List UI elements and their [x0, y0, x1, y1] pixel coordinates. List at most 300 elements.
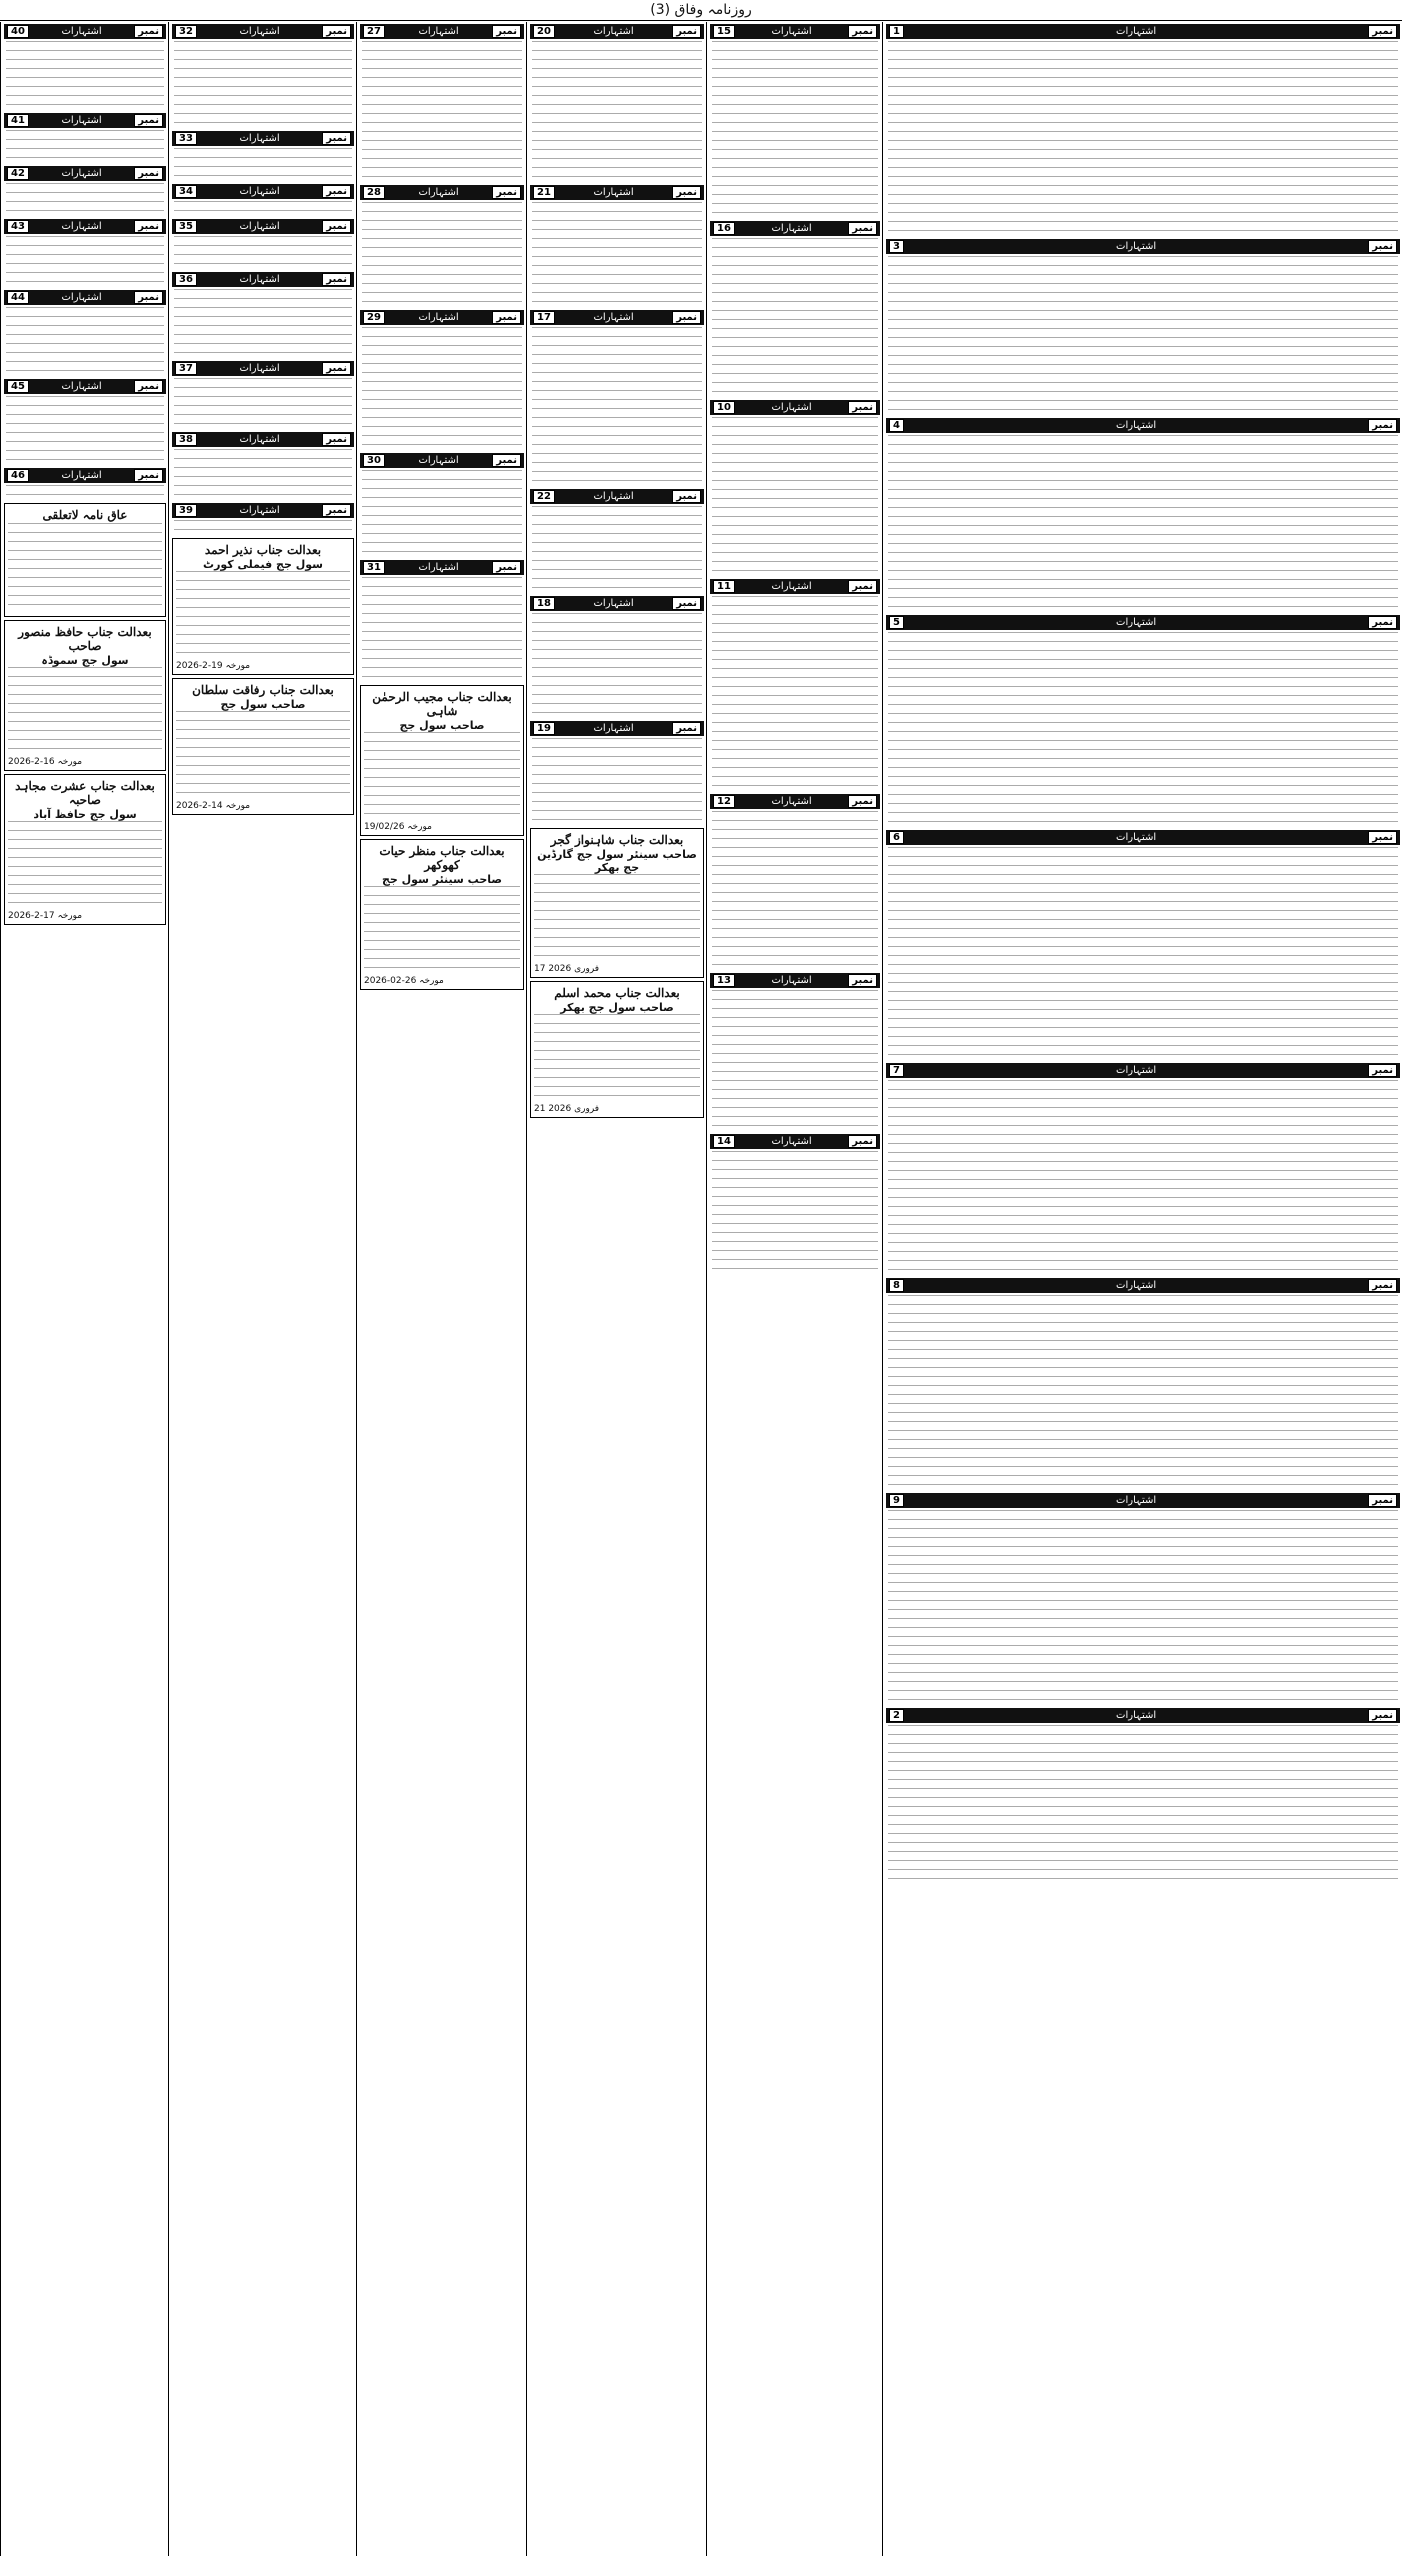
text-line	[364, 777, 520, 782]
text-line	[888, 230, 1398, 235]
text-line	[174, 166, 352, 171]
text-line	[712, 659, 878, 664]
text-line	[362, 381, 522, 386]
notice-label: اشتہارات	[61, 292, 102, 303]
text-line	[8, 595, 162, 600]
notice-number: 37	[175, 362, 197, 375]
text-line	[888, 498, 1398, 503]
text-line	[174, 104, 352, 109]
text-line	[712, 238, 878, 243]
notice-block	[357, 310, 527, 449]
notice-header	[710, 1134, 880, 1149]
text-line	[6, 236, 164, 241]
text-line	[712, 212, 878, 217]
text-line	[532, 578, 702, 583]
text-line	[532, 712, 702, 717]
notice-body-text	[6, 485, 164, 499]
notice-header	[4, 219, 166, 234]
text-line	[532, 649, 702, 654]
text-line	[888, 453, 1398, 458]
text-line	[174, 476, 352, 481]
notice-number: 14	[713, 1135, 735, 1148]
text-line	[888, 776, 1398, 781]
notice-block	[527, 721, 707, 824]
text-line	[888, 525, 1398, 530]
text-line	[712, 901, 878, 906]
text-line	[362, 426, 522, 431]
text-line	[888, 185, 1398, 190]
notice-body-text	[712, 41, 878, 217]
text-line	[534, 919, 700, 924]
text-line	[888, 803, 1398, 808]
text-line	[712, 122, 878, 127]
notice-block	[883, 1278, 1402, 1489]
text-line	[888, 588, 1398, 593]
text-line	[712, 435, 878, 440]
notice-number: 10	[713, 401, 735, 414]
text-line	[712, 337, 878, 342]
text-line	[532, 533, 702, 538]
text-line	[364, 813, 520, 818]
notice-label: اشتہارات	[239, 434, 280, 445]
notice-header	[4, 290, 166, 305]
text-line	[176, 643, 350, 648]
text-line	[712, 131, 878, 136]
text-line	[712, 614, 878, 619]
text-line	[6, 183, 164, 188]
notice-header	[886, 615, 1400, 630]
text-line	[712, 1116, 878, 1121]
notice-number: 33	[175, 132, 197, 145]
text-line	[6, 370, 164, 375]
text-line	[888, 1322, 1398, 1327]
text-line	[888, 1206, 1398, 1211]
text-line	[888, 1098, 1398, 1103]
notice-corner-label: نمبر	[848, 25, 877, 38]
text-line	[174, 520, 352, 525]
text-line	[888, 391, 1398, 396]
notice-block	[883, 24, 1402, 235]
text-line	[712, 892, 878, 897]
notice-corner-label: نمبر	[848, 795, 877, 808]
text-line	[364, 967, 520, 972]
text-line	[712, 328, 878, 333]
text-line	[888, 1466, 1398, 1471]
notice-number: 15	[713, 25, 735, 38]
text-line	[888, 1089, 1398, 1094]
text-line	[174, 449, 352, 454]
text-line	[712, 1268, 878, 1273]
notice-body-text	[6, 236, 164, 286]
text-line	[364, 768, 520, 773]
text-line	[888, 1654, 1398, 1659]
court-notice-box	[172, 678, 354, 815]
text-line	[532, 122, 702, 127]
text-line	[532, 506, 702, 511]
text-line	[888, 1564, 1398, 1569]
text-line	[888, 1627, 1398, 1632]
notice-block	[169, 219, 357, 268]
text-line	[532, 444, 702, 449]
text-line	[888, 856, 1398, 861]
text-line	[888, 471, 1398, 476]
text-line	[364, 913, 520, 918]
court-notice-title: بعدالت جناب رفاقت سلطان	[192, 683, 334, 697]
text-line	[712, 1089, 878, 1094]
text-line	[534, 874, 700, 879]
text-line	[8, 712, 162, 717]
text-line	[532, 542, 702, 547]
text-line	[888, 740, 1398, 745]
notice-body-text	[532, 613, 702, 717]
text-line	[712, 668, 878, 673]
notice-label: اشتہارات	[1116, 1710, 1157, 1721]
notice-number: 7	[889, 1064, 904, 1077]
text-line	[712, 561, 878, 566]
text-line	[532, 408, 702, 413]
text-line	[6, 68, 164, 73]
text-line	[362, 50, 522, 55]
text-line	[712, 1071, 878, 1076]
text-line	[888, 1260, 1398, 1265]
text-line	[888, 1788, 1398, 1793]
court-notice-box	[4, 503, 166, 617]
text-line	[174, 494, 352, 499]
notice-corner-label: نمبر	[672, 490, 701, 503]
text-line	[712, 1241, 878, 1246]
text-line	[362, 640, 522, 645]
text-line	[888, 1170, 1398, 1175]
text-line	[888, 328, 1398, 333]
text-line	[712, 417, 878, 422]
notice-header	[710, 400, 880, 415]
notice-header	[710, 794, 880, 809]
text-line	[532, 462, 702, 467]
notice-body-text	[532, 202, 702, 306]
text-line	[362, 586, 522, 591]
text-line	[888, 1869, 1398, 1874]
text-line	[712, 1098, 878, 1103]
text-line	[532, 426, 702, 431]
text-line	[532, 792, 702, 797]
text-line	[888, 480, 1398, 485]
notice-block	[1, 290, 169, 375]
notice-number: 22	[533, 490, 555, 503]
text-line	[712, 382, 878, 387]
notice-number: 28	[363, 186, 385, 199]
text-line	[888, 901, 1398, 906]
notice-header	[172, 131, 354, 146]
notice-corner-label: نمبر	[1368, 240, 1397, 253]
notice-corner-label: نمبر	[1368, 419, 1397, 432]
text-line	[888, 1484, 1398, 1489]
text-line	[712, 1035, 878, 1040]
text-line	[888, 1027, 1398, 1032]
text-line	[532, 41, 702, 46]
text-line	[174, 113, 352, 118]
text-line	[712, 910, 878, 915]
text-line	[532, 211, 702, 216]
notice-label: اشتہارات	[593, 491, 634, 502]
text-line	[8, 857, 162, 862]
text-line	[362, 363, 522, 368]
notice-number: 39	[175, 504, 197, 517]
text-line	[6, 86, 164, 91]
notice-label: اشتہارات	[1116, 1495, 1157, 1506]
text-line	[6, 201, 164, 206]
text-line	[712, 1232, 878, 1237]
text-line	[8, 848, 162, 853]
text-line	[712, 167, 878, 172]
text-line	[6, 459, 164, 464]
text-line	[888, 1519, 1398, 1524]
court-notice-box	[530, 981, 704, 1118]
text-line	[712, 140, 878, 145]
text-line	[888, 400, 1398, 405]
notice-body-text	[888, 1295, 1398, 1489]
notice-number: 2	[889, 1709, 904, 1722]
text-line	[362, 345, 522, 350]
text-line	[8, 893, 162, 898]
text-line	[888, 1295, 1398, 1300]
text-line	[6, 307, 164, 312]
text-line	[6, 245, 164, 250]
notice-block	[707, 400, 883, 575]
notice-corner-label: نمبر	[848, 580, 877, 593]
text-line	[888, 1582, 1398, 1587]
text-line	[888, 1690, 1398, 1695]
text-line	[888, 641, 1398, 646]
text-line	[712, 480, 878, 485]
text-line	[362, 274, 522, 279]
text-line	[712, 722, 878, 727]
text-line	[888, 1242, 1398, 1247]
notice-header	[360, 453, 524, 468]
text-line	[888, 659, 1398, 664]
text-line	[6, 432, 164, 437]
text-line	[362, 649, 522, 654]
notice-corner-label: نمبر	[672, 597, 701, 610]
text-line	[712, 77, 878, 82]
text-line	[532, 587, 702, 592]
text-line	[6, 316, 164, 321]
notice-number: 41	[7, 114, 29, 127]
notice-label: اشتہارات	[239, 221, 280, 232]
text-line	[362, 533, 522, 538]
text-line	[888, 606, 1398, 611]
notice-block	[883, 239, 1402, 414]
notice-block	[883, 1063, 1402, 1274]
text-line	[712, 1187, 878, 1192]
masthead: روزنامہ وفاق (3)	[0, 0, 1402, 21]
text-line	[712, 310, 878, 315]
text-line	[362, 68, 522, 73]
text-line	[888, 1833, 1398, 1838]
court-notice-subtitle: صاحب سول جج	[399, 719, 485, 732]
text-line	[712, 1053, 878, 1058]
text-line	[712, 731, 878, 736]
notice-corner-label: نمبر	[1368, 1064, 1397, 1077]
text-line	[888, 77, 1398, 82]
court-notice-title: بعدالت جناب محمد اسلم	[554, 986, 680, 1000]
text-line	[6, 450, 164, 455]
notice-corner-label: نمبر	[134, 380, 163, 393]
text-line	[532, 95, 702, 100]
text-line	[176, 738, 350, 743]
notice-block	[707, 1134, 883, 1273]
notice-label: اشتہارات	[771, 581, 812, 592]
text-line	[6, 210, 164, 215]
notice-header	[710, 221, 880, 236]
text-line	[888, 104, 1398, 109]
text-line	[712, 883, 878, 888]
text-line	[8, 523, 162, 528]
text-line	[6, 494, 164, 499]
text-line	[174, 343, 352, 348]
text-line	[532, 765, 702, 770]
notice-header	[4, 113, 166, 128]
text-line	[888, 176, 1398, 181]
text-line	[362, 676, 522, 681]
text-line	[888, 435, 1398, 440]
notice-label: اشتہارات	[61, 470, 102, 481]
notice-body-text	[362, 41, 522, 181]
text-line	[362, 122, 522, 127]
notice-block	[527, 185, 707, 306]
text-line	[888, 1134, 1398, 1139]
text-line	[712, 990, 878, 995]
text-line	[888, 194, 1398, 199]
text-line	[176, 616, 350, 621]
notice-corner-label: نمبر	[322, 504, 351, 517]
text-line	[888, 794, 1398, 799]
text-line	[362, 497, 522, 502]
text-line	[712, 749, 878, 754]
notice-block	[357, 560, 527, 681]
text-line	[888, 1018, 1398, 1023]
notice-label: اشتہارات	[418, 187, 459, 198]
text-line	[176, 607, 350, 612]
text-line	[888, 704, 1398, 709]
text-line	[888, 113, 1398, 118]
text-line	[712, 677, 878, 682]
text-line	[6, 41, 164, 46]
text-line	[6, 104, 164, 109]
text-line	[888, 722, 1398, 727]
text-line	[534, 892, 700, 897]
court-notice-title: بعدالت جناب منظر حیات کھوکھر	[379, 844, 505, 872]
notice-body-text	[6, 183, 164, 215]
text-line	[364, 940, 520, 945]
text-line	[888, 955, 1398, 960]
text-line	[6, 95, 164, 100]
notice-corner-label: نمبر	[672, 311, 701, 324]
notice-number: 34	[175, 185, 197, 198]
text-line	[888, 570, 1398, 575]
text-line	[712, 158, 878, 163]
text-line	[362, 667, 522, 672]
court-notice-box	[4, 620, 166, 771]
notice-block	[707, 24, 883, 217]
text-line	[174, 201, 352, 206]
notice-body-text	[174, 289, 352, 357]
text-line	[712, 964, 878, 969]
text-line	[364, 949, 520, 954]
text-line	[174, 122, 352, 127]
text-line	[888, 59, 1398, 64]
text-line	[6, 281, 164, 286]
text-line	[712, 265, 878, 270]
text-line	[362, 354, 522, 359]
text-line	[888, 937, 1398, 942]
notice-body-text	[888, 1725, 1398, 1883]
text-line	[176, 580, 350, 585]
text-line	[532, 399, 702, 404]
notice-label: اشتہارات	[1116, 26, 1157, 37]
court-notice-subtitle: سول جج فیملی کورٹ	[203, 558, 323, 571]
notice-body-text	[888, 435, 1398, 611]
notice-block	[883, 1708, 1402, 1883]
notice-block	[1, 166, 169, 215]
text-line	[174, 485, 352, 490]
text-line	[888, 910, 1398, 915]
text-line	[888, 1448, 1398, 1453]
text-line	[174, 210, 352, 215]
court-notice-title: بعدالت جناب حافظ منصور صاحب	[18, 625, 152, 653]
text-line	[532, 703, 702, 708]
text-line	[362, 577, 522, 582]
text-line	[364, 922, 520, 927]
notice-header	[710, 973, 880, 988]
text-line	[888, 50, 1398, 55]
text-line	[362, 86, 522, 91]
text-line	[8, 676, 162, 681]
text-line	[8, 559, 162, 564]
notice-header	[172, 503, 354, 518]
notice-corner-label: نمبر	[848, 974, 877, 987]
notice-label: اشتہارات	[771, 223, 812, 234]
text-line	[532, 819, 702, 824]
text-line	[712, 704, 878, 709]
text-line	[532, 810, 702, 815]
column-1	[882, 22, 1402, 2556]
text-line	[364, 804, 520, 809]
text-line	[532, 238, 702, 243]
text-line	[6, 77, 164, 82]
court-notice-subtitle: صاحب سینئر سول جج	[381, 873, 503, 886]
notice-header	[530, 310, 704, 325]
text-line	[888, 1179, 1398, 1184]
text-line	[888, 516, 1398, 521]
text-line	[888, 1752, 1398, 1757]
notice-body-text	[532, 506, 702, 592]
text-line	[888, 95, 1398, 100]
notice-body-text	[888, 41, 1398, 235]
text-line	[8, 541, 162, 546]
text-line	[712, 507, 878, 512]
text-line	[888, 86, 1398, 91]
text-line	[712, 543, 878, 548]
notice-block	[527, 596, 707, 717]
text-line	[888, 1161, 1398, 1166]
text-line	[888, 1851, 1398, 1856]
notice-number: 12	[713, 795, 735, 808]
text-line	[362, 658, 522, 663]
text-line	[532, 685, 702, 690]
text-line	[888, 167, 1398, 172]
text-line	[362, 524, 522, 529]
text-line	[712, 489, 878, 494]
